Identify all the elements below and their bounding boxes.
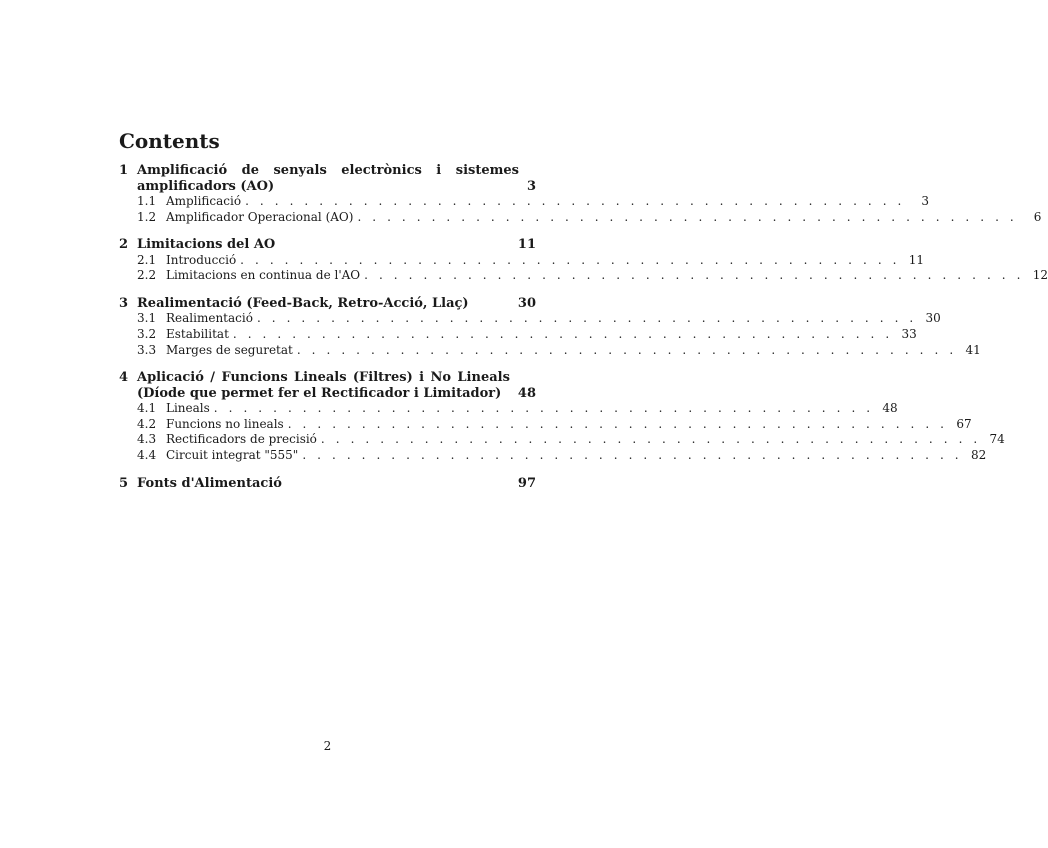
toc-section[interactable] bbox=[119, 296, 536, 312]
toc-subsection-page: 41 bbox=[965, 342, 981, 357]
toc-section-title: Fonts d'Alimentació bbox=[137, 475, 282, 491]
toc-section-number: 2 bbox=[119, 237, 129, 253]
toc-subsection[interactable] bbox=[119, 432, 1005, 448]
toc-subsection[interactable] bbox=[119, 252, 925, 269]
toc-section-number: 1 bbox=[119, 163, 129, 178]
toc-subsection-page: 48 bbox=[882, 401, 898, 416]
toc-subsection-number: 2.1 bbox=[137, 252, 157, 267]
toc-leader-dots: . . . . . . . . . . . . . . . . . . . . . . . . . . . . . . . . . . . . . . . . . . . . . bbox=[240, 252, 901, 267]
toc-subsection[interactable] bbox=[119, 311, 941, 327]
toc-subsection-title: Circuit integrat "555" bbox=[166, 447, 299, 462]
toc-subsection-page: 30 bbox=[925, 311, 941, 326]
toc-subsection-title: Realimentació bbox=[166, 311, 253, 326]
toc-subsection[interactable] bbox=[119, 342, 981, 359]
toc-subsection-number: 4.3 bbox=[137, 432, 157, 447]
toc-subsection[interactable] bbox=[119, 447, 987, 464]
toc-subsection-title: Limitacions en continua de l'AO bbox=[166, 268, 361, 283]
toc-leader-dots: . . . . . . . . . . . . . . . . . . . . . . . . . . . . . . . . . . . . . . . . . . . . . bbox=[232, 326, 893, 341]
toc-subsection-title: Funcions no lineals bbox=[166, 416, 284, 431]
toc-subsection-page: 74 bbox=[989, 432, 1005, 447]
toc-section-number: 3 bbox=[119, 295, 129, 311]
toc-section[interactable] bbox=[119, 237, 536, 253]
toc-leader-dots: . . . . . . . . . . . . . . . . . . . . . . . . . . . . . . . . . . . . . . . . . . . . . bbox=[302, 447, 963, 462]
toc-subsection-number: 3.3 bbox=[137, 342, 157, 357]
toc-leader-dots: . . . . . . . . . . . . . . . . . . . . . . . . . . . . . . . . . . . . . . . . . . . . . bbox=[364, 268, 1025, 283]
toc-section[interactable] bbox=[119, 163, 536, 194]
toc-subsection[interactable] bbox=[119, 401, 898, 417]
toc-subsection[interactable] bbox=[119, 194, 929, 210]
toc-leader-dots: . . . . . . . . . . . . . . . . . . . . . . . . . . . . . . . . . . . . . . . . . . . . . bbox=[287, 416, 948, 431]
toc-section-page: 48 bbox=[517, 385, 536, 401]
toc-section[interactable] bbox=[119, 476, 536, 492]
toc-subsection-page: 11 bbox=[908, 252, 925, 267]
toc-subsection-page: 6 bbox=[1033, 209, 1042, 224]
toc-subsection-title: Marges de seguretat bbox=[166, 342, 293, 357]
toc-subsection[interactable] bbox=[119, 268, 1048, 284]
toc-subsection[interactable] bbox=[119, 326, 917, 343]
toc-subsection-number: 4.1 bbox=[137, 401, 157, 416]
toc-subsection-page: 3 bbox=[921, 194, 929, 208]
toc-leader-dots: . . . . . . . . . . . . . . . . . . . . . . . . . . . . . . . . . . . . . . . . . . . . . bbox=[320, 432, 981, 447]
toc-leader-dots: . . . . . . . . . . . . . . . . . . . . . . . . . . . . . . . . . . . . . . . . . . . . . bbox=[256, 311, 917, 326]
toc-subsection-page: 33 bbox=[901, 326, 917, 341]
toc-subsection-number: 4.2 bbox=[137, 416, 157, 431]
toc-subsection-number: 3.1 bbox=[137, 311, 157, 326]
toc-section[interactable] bbox=[119, 370, 536, 401]
toc-subsection-title: Lineals bbox=[166, 401, 210, 416]
toc-subsection-page: 82 bbox=[970, 447, 987, 462]
toc-section-title: Realimentació (Feed-Back, Retro-Acció, Llaç) bbox=[137, 295, 469, 311]
toc-leader-dots: . . . . . . . . . . . . . . . . . . . . . . . . . . . . . . . . . . . . . . . . . . . . . bbox=[296, 342, 957, 357]
toc-subsection-number: 1.2 bbox=[137, 209, 157, 224]
toc-section-page: 97 bbox=[517, 475, 536, 491]
toc-subsection-title: Rectificadors de precisió bbox=[166, 432, 317, 447]
toc-section-page: 30 bbox=[517, 295, 536, 311]
toc-subsection-title: Amplificació bbox=[166, 194, 242, 208]
page-number: 2 bbox=[323, 739, 332, 753]
contents-heading: Contents bbox=[119, 129, 220, 153]
toc-leader-dots: . . . . . . . . . . . . . . . . . . . . . . . . . . . . . . . . . . . . . . . . . . . . . bbox=[245, 194, 905, 208]
toc-subsection-number: 1.1 bbox=[137, 194, 157, 208]
toc-leader-dots: . . . . . . . . . . . . . . . . . . . . . . . . . . . . . . . . . . . . . . . . . . . . . bbox=[213, 401, 874, 416]
toc-subsection-number: 4.4 bbox=[137, 447, 157, 462]
toc-section-title: Amplificació de senyals electrònics i sistemes amplificadors (AO) bbox=[137, 163, 519, 194]
toc-subsection-page: 67 bbox=[956, 416, 972, 431]
toc-subsection[interactable] bbox=[119, 416, 972, 433]
toc-subsection-title: Amplificador Operacional (AO) bbox=[166, 209, 354, 224]
toc-subsection-page: 12 bbox=[1032, 268, 1048, 283]
toc-subsection-number: 3.2 bbox=[137, 326, 157, 341]
toc-section-page: 3 bbox=[526, 178, 536, 194]
toc-section-title: Aplicació / Funcions Lineals (Filtres) i No Lineals (Díode que permet fer el Rectificador i Limitador) bbox=[137, 370, 510, 401]
toc-subsection[interactable] bbox=[119, 209, 1042, 226]
toc-subsection-title: Introducció bbox=[166, 252, 237, 267]
toc-section-page: 11 bbox=[517, 237, 536, 253]
toc-leader-dots: . . . . . . . . . . . . . . . . . . . . . . . . . . . . . . . . . . . . . . . . . . . . . bbox=[357, 209, 1018, 224]
toc-section-number: 5 bbox=[119, 475, 129, 491]
toc-subsection-number: 2.2 bbox=[137, 268, 157, 283]
toc-section-title: Limitacions del AO bbox=[137, 237, 276, 253]
table-of-contents bbox=[119, 163, 1048, 491]
toc-section-number: 4 bbox=[119, 370, 129, 386]
toc-subsection-title: Estabilitat bbox=[166, 326, 229, 341]
